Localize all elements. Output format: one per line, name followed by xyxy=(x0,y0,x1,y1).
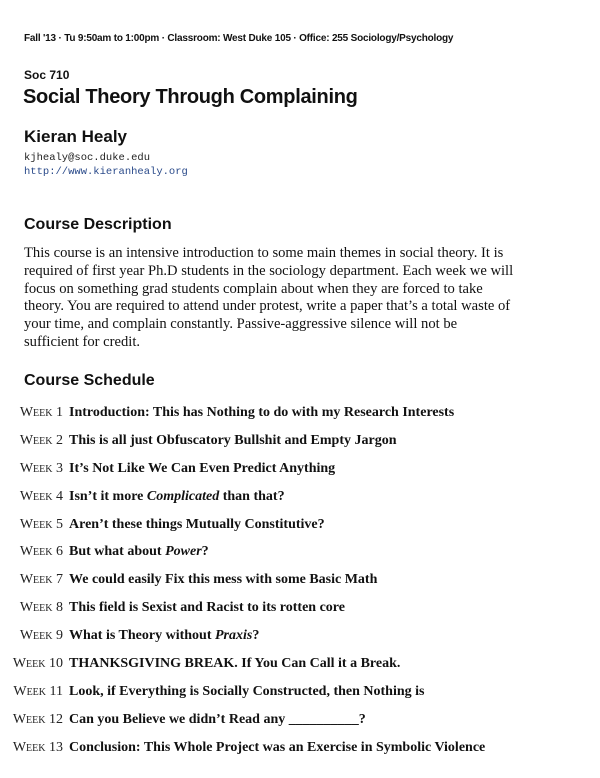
schedule-row xyxy=(0,511,600,539)
schedule-row xyxy=(0,538,600,566)
week-label: Week 4 xyxy=(19,488,63,504)
week-label: Week 6 xyxy=(19,544,63,560)
course-description-heading: Course Description xyxy=(24,216,172,233)
week-topic: Isn’t it more Complicated than that? xyxy=(69,488,285,504)
schedule-row xyxy=(0,566,600,594)
week-topic: Introduction: This has Nothing to do with my Research Interests xyxy=(69,404,455,420)
schedule-row xyxy=(0,678,600,706)
course-schedule-heading: Course Schedule xyxy=(24,372,155,389)
schedule-row xyxy=(0,455,600,483)
week-topic: Can you Believe we didn’t Read any __________? xyxy=(69,711,366,727)
course-description-text: This course is an intensive introduction to some main themes in social theory. It is required of first year Ph.D students in the sociology department. Each week we will focus on something grad students complain about when they are forced to take theory. You are required to attend under protest, write a paper that’s a total waste of your time, and complain constantly. Passive-aggressive silence will not be sufficient for credit. xyxy=(24,245,514,350)
schedule-row xyxy=(0,706,600,734)
week-topic: Conclusion: This Whole Project was an Exercise in Symbolic Violence xyxy=(69,739,486,755)
week-label: Week 3 xyxy=(19,460,63,476)
schedule-row xyxy=(0,399,600,427)
schedule-row xyxy=(0,622,600,650)
schedule-row xyxy=(0,734,600,762)
week-label: Week 2 xyxy=(19,432,63,448)
week-label: Week 12 xyxy=(12,711,63,727)
week-topic: But what about Power? xyxy=(69,544,209,560)
course-code: Soc 710 xyxy=(24,68,70,82)
week-topic: Aren’t these things Mutually Constitutive? xyxy=(69,516,325,532)
header-info-line: Fall '13 · Tu 9:50am to 1:00pm · Classroom: West Duke 105 · Office: 255 Sociology/Psychology xyxy=(24,33,454,44)
week-topic: This is all just Obfuscatory Bullshit and Empty Jargon xyxy=(69,432,397,448)
week-label: Week 8 xyxy=(19,600,63,616)
week-label: Week 13 xyxy=(12,739,63,755)
instructor-email: kjhealy@soc.duke.edu xyxy=(24,152,151,164)
week-topic: Look, if Everything is Socially Constructed, then Nothing is xyxy=(69,683,425,699)
instructor-name: Kieran Healy xyxy=(24,127,127,146)
schedule-list xyxy=(0,399,600,762)
week-topic: This field is Sexist and Racist to its rotten core xyxy=(69,600,345,616)
week-topic: We could easily Fix this mess with some Basic Math xyxy=(69,572,378,588)
schedule-row xyxy=(0,650,600,678)
schedule-row xyxy=(0,427,600,455)
schedule-row xyxy=(0,594,600,622)
week-label: Week 11 xyxy=(13,683,63,699)
week-label: Week 9 xyxy=(19,628,63,644)
week-topic: THANKSGIVING BREAK. If You Can Call it a Break. xyxy=(69,655,401,671)
schedule-row xyxy=(0,483,600,511)
week-label: Week 5 xyxy=(19,516,63,532)
week-label: Week 10 xyxy=(12,655,63,671)
course-title: Social Theory Through Complaining xyxy=(23,86,358,108)
week-topic: It’s Not Like We Can Even Predict Anything xyxy=(69,460,336,476)
week-label: Week 1 xyxy=(19,404,63,420)
week-topic: What is Theory without Praxis? xyxy=(69,628,260,644)
instructor-website-link[interactable]: http://www.kieranhealy.org xyxy=(24,166,188,178)
week-label: Week 7 xyxy=(19,572,63,588)
